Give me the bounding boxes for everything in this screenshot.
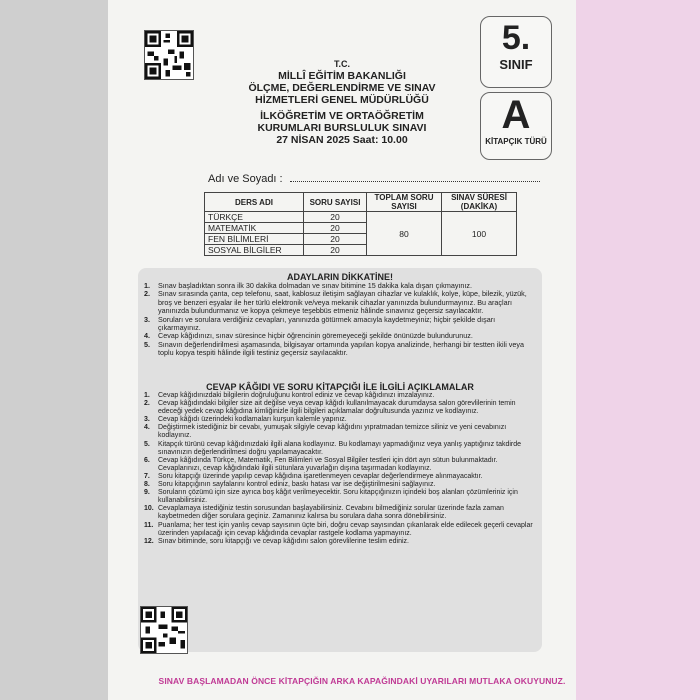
list-item: 3. Cevap kâğıdı üzerindeki kodlamaları kurşun kalemle yapınız. <box>144 416 347 424</box>
subject-cell: FEN BİLİMLERİ <box>205 234 304 245</box>
section-title: CEVAP KÂĞIDI VE SORU KİTAPÇIĞI İLE İLGİLİ AÇIKLAMALAR <box>206 382 474 392</box>
header-line: MİLLÎ EĞİTİM BAKANLIĞI <box>278 70 406 82</box>
list-item: 2. Sınav sırasında çanta, cep telefonu, saat, kablosuz iletişim sağlayan cihazlar ve kulaklık, kolye, küpe, bilezik, yüzük, broş ve benzeri eşyalar ile her türlü elektronik ve/veya mekanik cihazlar yanınızda bulundurmayınız. Bu araçları yanınızda bulundurmanız ve kopya çekmeye teşebbüs etmeniz hâlinde sınavınız geçersiz sayılacaktır. <box>144 289 527 316</box>
header-line: HİZMETLERİ GENEL MÜDÜRLÜĞÜ <box>255 94 429 106</box>
booklet-label: KİTAPÇIK TÜRÜ <box>485 137 547 146</box>
list-item: 1. Sınav başladıktan sonra ilk 30 dakika dolmadan ve sınav bitimine 15 dakika kala dışarı çıkmayınız. <box>144 281 473 290</box>
exam-date: 27 NİSAN 2025 Saat: 10.00 <box>276 134 408 146</box>
list-item: 10. Cevaplamaya istediğiniz testin sorusundan başlayabilirsiniz. Cevabını bilmediğiniz sorular üzerinde fazla zaman kaybetmeden diğer sorulara geçiniz. Zamanınız kalırsa bu sorulara daha sonra dönebilirsiniz. <box>144 505 504 521</box>
qr-code-bottom <box>140 606 188 654</box>
list-item: 2. Cevap kâğıdındaki bilgiler size ait değilse veya cevap kâğıdı kullanılmayacak durumdaysa salon görevlilerinin temin edeceği yedek cevap kâğıdına kimliğinizle ilgili bilgileri açıklamalar doğrultusunda yazınız ve kodlayınız. <box>144 400 516 416</box>
list-item: 11. Puanlama; her test için yanlış cevap sayısının üçte biri, doğru cevap sayısından çıkarılarak elde edilecek geçerli cevaplar üzerinden yapılacağı için cevap kâğıdında cevaplar rastgele kodlama yapmayınız. <box>144 521 533 537</box>
col-header: DERS ADI <box>205 193 304 212</box>
footer-warning: SINAV BAŞLAMADAN ÖNCE KİTAPÇIĞIN ARKA KAPAĞINDAKİ UYARILARI MUTLAKA OKUYUNUZ. <box>158 676 566 686</box>
subject-cell: SOSYAL BİLGİLER <box>205 245 304 256</box>
answer-sheet-notes <box>144 382 536 546</box>
grade-box <box>480 16 552 88</box>
name-field <box>208 172 540 185</box>
subject-cell: TÜRKÇE <box>205 212 304 223</box>
duration-cell: 100 <box>442 212 517 256</box>
header-line: İLKÖĞRETİM VE ORTAÖĞRETİM <box>260 110 424 122</box>
list-item: 1. Cevap kâğıdınızdaki bilgilerin doğruluğunu kontrol ediniz ve cevap kâğıdınızı imzalayınız. <box>144 392 435 399</box>
section-title: ADAYLARIN DİKKATİNE! <box>286 272 393 282</box>
grade-label: SINIF <box>499 57 533 72</box>
list-item: 4. Cevap kâğıdınızı, sınav süresince hiçbir öğrencinin göremeyeceği şekilde önünüzde bulundurunuz. <box>144 331 473 341</box>
list-item: 8. Soru kitapçığının sayfalarını kontrol ediniz, baskı hatası var ise değiştirilmesini sağlayınız. <box>144 481 436 489</box>
booklet-letter: A <box>501 93 531 137</box>
booklet-type-box <box>480 92 552 160</box>
list-item: 5. Kitapçık türünü cevap kâğıdınızdaki ilgili alana kodlayınız. Bu kodlamayı yapmadığınız veya yanlış yaptığınız takdirde sınavınızın değerlendirilmesi doğru yapılamayacaktır. <box>144 440 522 456</box>
col-header: SORU SAYISI <box>304 193 367 212</box>
header-line: ÖLÇME, DEĞERLENDİRME VE SINAV <box>248 82 436 94</box>
table-row <box>205 212 517 223</box>
count-cell: 20 <box>304 234 367 245</box>
pink-side-strip <box>566 0 700 700</box>
col-header: TOPLAM SORU SAYISI <box>367 193 442 212</box>
list-item: 7. Soru kitapçığı üzerinde yapılıp cevap kâğıdına işaretlenmeyen cevaplar değerlendirmeye alınmayacaktır. <box>144 472 483 480</box>
name-write-line[interactable] <box>290 172 540 182</box>
list-item: 4. Değiştirmek istediğiniz bir cevabı, yumuşak silgiyle cevap kâğıdını yıpratmadan temizce siliniz ve yeni cevabınızı kodlayınız. <box>144 424 507 440</box>
subject-cell: MATEMATİK <box>205 223 304 234</box>
list-item: 3. Soruları ve sorulara verdiğiniz cevapları, yanınızda götürmek amacıyla kaydetmeyiniz; hiçbir şekilde dışarı çıkarmayınız. <box>144 314 496 333</box>
header-line: T.C. <box>333 59 350 69</box>
exam-info-table <box>204 192 517 256</box>
list-item: 12. Sınav bitiminde, soru kitapçığı ve cevap kâğıdını salon görevlilerine teslim ediniz. <box>144 537 409 545</box>
list-item: 5. Sınavın değerlendirilmesi aşamasında, bilgisayar ortamında yapılan kopya analizinde, herhangi bir testten ikili veya toplu kopya tespiti hâlinde ilgili testiniz geçersiz sayılacaktır. <box>144 339 524 358</box>
count-cell: 20 <box>304 245 367 256</box>
count-cell: 20 <box>304 212 367 223</box>
list-item: 6. Cevap kâğıdında Türkçe, Matematik, Fen Bilimleri ve Sosyal Bilgiler testleri için dört ayrı sütun bulunmaktadır. Cevaplarınızı, cevap kâğıdındaki ilgili sütunlara yuvarlağın dışına taşırmadan kodlayınız. <box>144 456 498 472</box>
count-cell: 20 <box>304 223 367 234</box>
name-label: Adı ve Soyadı : <box>208 173 283 185</box>
header-line: KURUMLARI BURSLULUK SINAVI <box>257 122 427 134</box>
instructions-panel <box>138 268 542 652</box>
grade-number: 5. <box>501 19 531 57</box>
exam-cover-page <box>108 0 576 700</box>
total-cell: 80 <box>367 212 442 256</box>
col-header: SINAV SÜRESİ (DAKİKA) <box>442 193 517 212</box>
list-item: 9. Soruların çözümü için size ayrıca boş kâğıt verilmeyecektir. Soru kitapçığınızın içindeki boş alanları çözümleriniz için kullanabilirsiniz. <box>144 489 518 505</box>
candidates-notice <box>144 272 536 358</box>
